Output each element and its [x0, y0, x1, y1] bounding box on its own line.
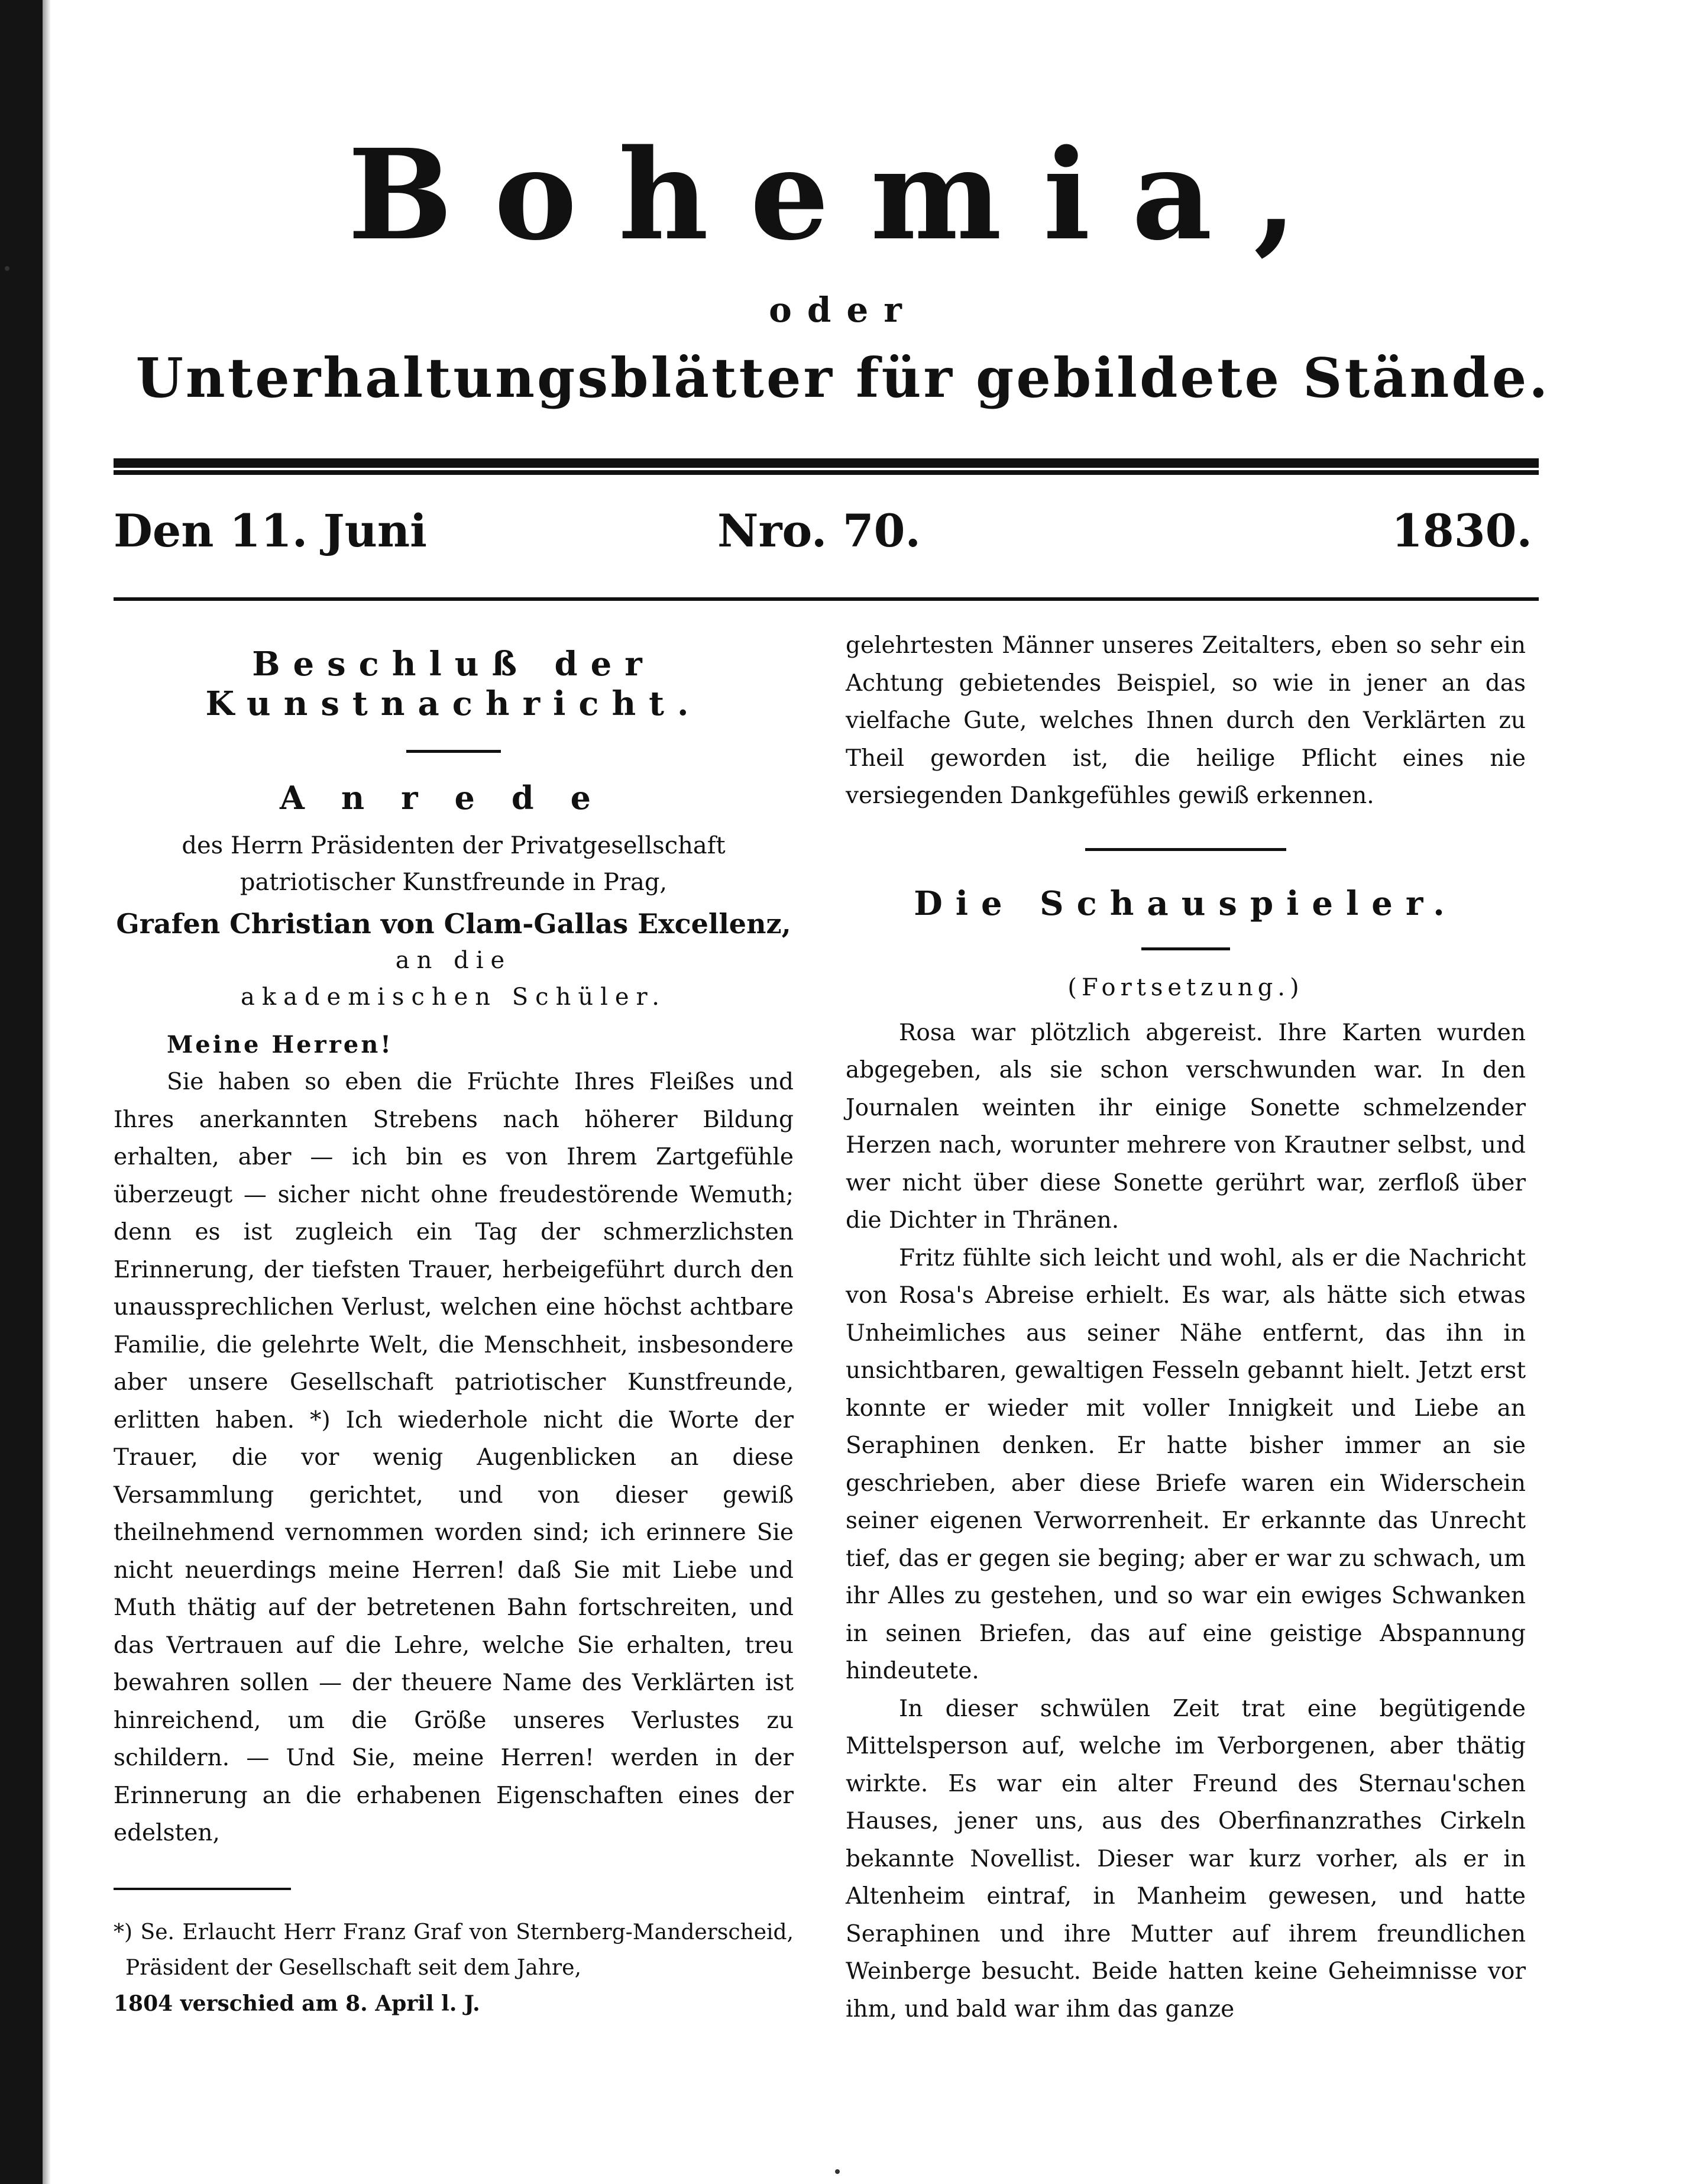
left-column: [114, 627, 794, 2022]
article-heading-schauspieler: Die Schauspieler.: [914, 884, 1458, 923]
section-divider: [406, 750, 501, 753]
article-heading-kunstnachricht: Beschluß der Kunstnachricht.: [205, 645, 702, 724]
footnote-date: 1804 verschied am 8. April l. J.: [114, 1991, 480, 2016]
margin-speck: [5, 266, 9, 271]
issue-date: Den 11. Juni: [114, 504, 427, 557]
speech-body: Sie haben so eben die Früchte Ihres Fleißes und Ihres anerkannten Strebens nach höherer Bildung erhalten, aber — ich bin es von Ihrem Zartgefühle überzeugt — sicher nicht ohne freudestörende Wemuth; denn es ist zugleich ein Tag der schmerzlichsten Erinnerung, der tiefsten Trauer, herbeigeführt durch den unaussprechlichen Verlust, welchen eine höchst achtbare Familie, die gelehrte Welt, die Menschheit, insbesondere aber unsere Gesellschaft patriotischer Kunstfreunde, erlitten haben. *) Ich wiederhole nicht die Worte der Trauer, die vor wenig Augenblicken an diese Versammlung gerichtet, und von dieser gewiß theilnehmend vernommen worden sind; ich erinnere Sie nicht neuerdings meine Herren! daß Sie mit Liebe und Muth thätig auf der betretenen Bahn fortschreiten, und das Vertrauen auf die Lehre, welche Sie erhalten, treu bewahren sollen — der theuere Name des Verklärten ist hinreichend, um die Größe unseres Verlustes zu schildern. — Und Sie, meine Herren! werden in der Erinnerung an die erhabenen Eigenschaften eines der edelsten,: [114, 1069, 794, 1847]
masthead-subtitle: Unterhaltungsblätter für gebildete Stände.: [135, 346, 1551, 410]
masthead-title: Bohemia,: [347, 122, 1338, 268]
masthead-rule: [114, 458, 1539, 470]
dateline-rule: [114, 597, 1539, 601]
section-divider: [1141, 947, 1230, 950]
scan-speck: [835, 2169, 840, 2174]
anrede-audience: akademischen Schüler.: [240, 983, 666, 1011]
footnote-text: *) Se. Erlaucht Herr Franz Graf von Sternberg-Manderscheid, Präsident der Gesellschaft seit dem Jahre,: [114, 1920, 794, 1980]
anrede-an-die: an die: [395, 947, 512, 975]
story-paragraph-2: Fritz fühlte sich leicht und wohl, als er die Nachricht von Rosa's Abreise erhielt. Es war, als hätte sich etwas Unheimliches aus seiner Nähe entfernt, das ihn in unsichtbaren, gewaltigen Fesseln gebannt hielt. Jetzt erst konnte er wieder mit voller Innigkeit und Liebe an Seraphinen denken. Er hatte bisher immer an sie geschrieben, aber diese Briefe waren ein Widerschein seiner eigenen Verworrenheit. Er erkannte das Unrecht tief, das er gegen sie beging; aber er war zu schwach, um ihr Alles zu gestehen, und so war ein ewiges Schwanken in seinen Briefen, das auf eine geistige Abspannung hindeutete.: [846, 1244, 1526, 1685]
anrede-heading: Anrede: [279, 779, 628, 817]
story-paragraph-3: In dieser schwülen Zeit trat eine begütigende Mittelsperson auf, welche im Verborgenen, aber thätig wirkte. Es war ein alter Freund des Sternau'schen Hauses, jener uns, aus des Oberfinanzrathes Cirkeln bekannte Novellist. Dieser war kurz vorher, als er in Altenheim eintraf, in Manheim gewesen, und hatte Seraphinen und ihre Mutter auf ihrem freundlichen Weinberge besucht. Beide hatten keine Geheimnisse vor ihm, und bald war ihm das ganze: [846, 1695, 1526, 2023]
footnote-rule: [114, 1888, 291, 1890]
anrede-speaker: Grafen Christian von Clam-Gallas Excellenz,: [116, 908, 791, 940]
anrede-subtitle: des Herrn Präsidenten der Privatgesellschaft patriotischer Kunstfreunde in Prag,: [182, 832, 726, 897]
section-divider: [1085, 848, 1286, 851]
issue-year: 1830.: [1391, 504, 1532, 557]
speech-continuation: gelehrtesten Männer unseres Zeitalters, eben so sehr ein Achtung gebietendes Beispiel, so wie in jener an das vielfache Gute, welches Ihnen durch den Verklärten zu Theil geworden ist, die heilige Pflicht eines nie versiegenden Dankgefühles gewiß erkennen.: [846, 632, 1526, 809]
continued-label: (Fortsetzung.): [1067, 973, 1304, 1001]
right-column: [846, 627, 1526, 2028]
salutation: Meine Herren!: [167, 1031, 393, 1059]
issue-number: Nro. 70.: [717, 504, 921, 557]
masthead-oder: oder: [769, 290, 917, 330]
story-paragraph-1: Rosa war plötzlich abgereist. Ihre Karten wurden abgegeben, als sie schon verschwunden war. In den Journalen weinten ihr einige Sonette schmelzender Herzen nach, worunter mehrere von Krautner selbst, und wer nicht über diese Sonette gerührt war, zerfloß über die Dichter in Thränen.: [846, 1019, 1526, 1234]
